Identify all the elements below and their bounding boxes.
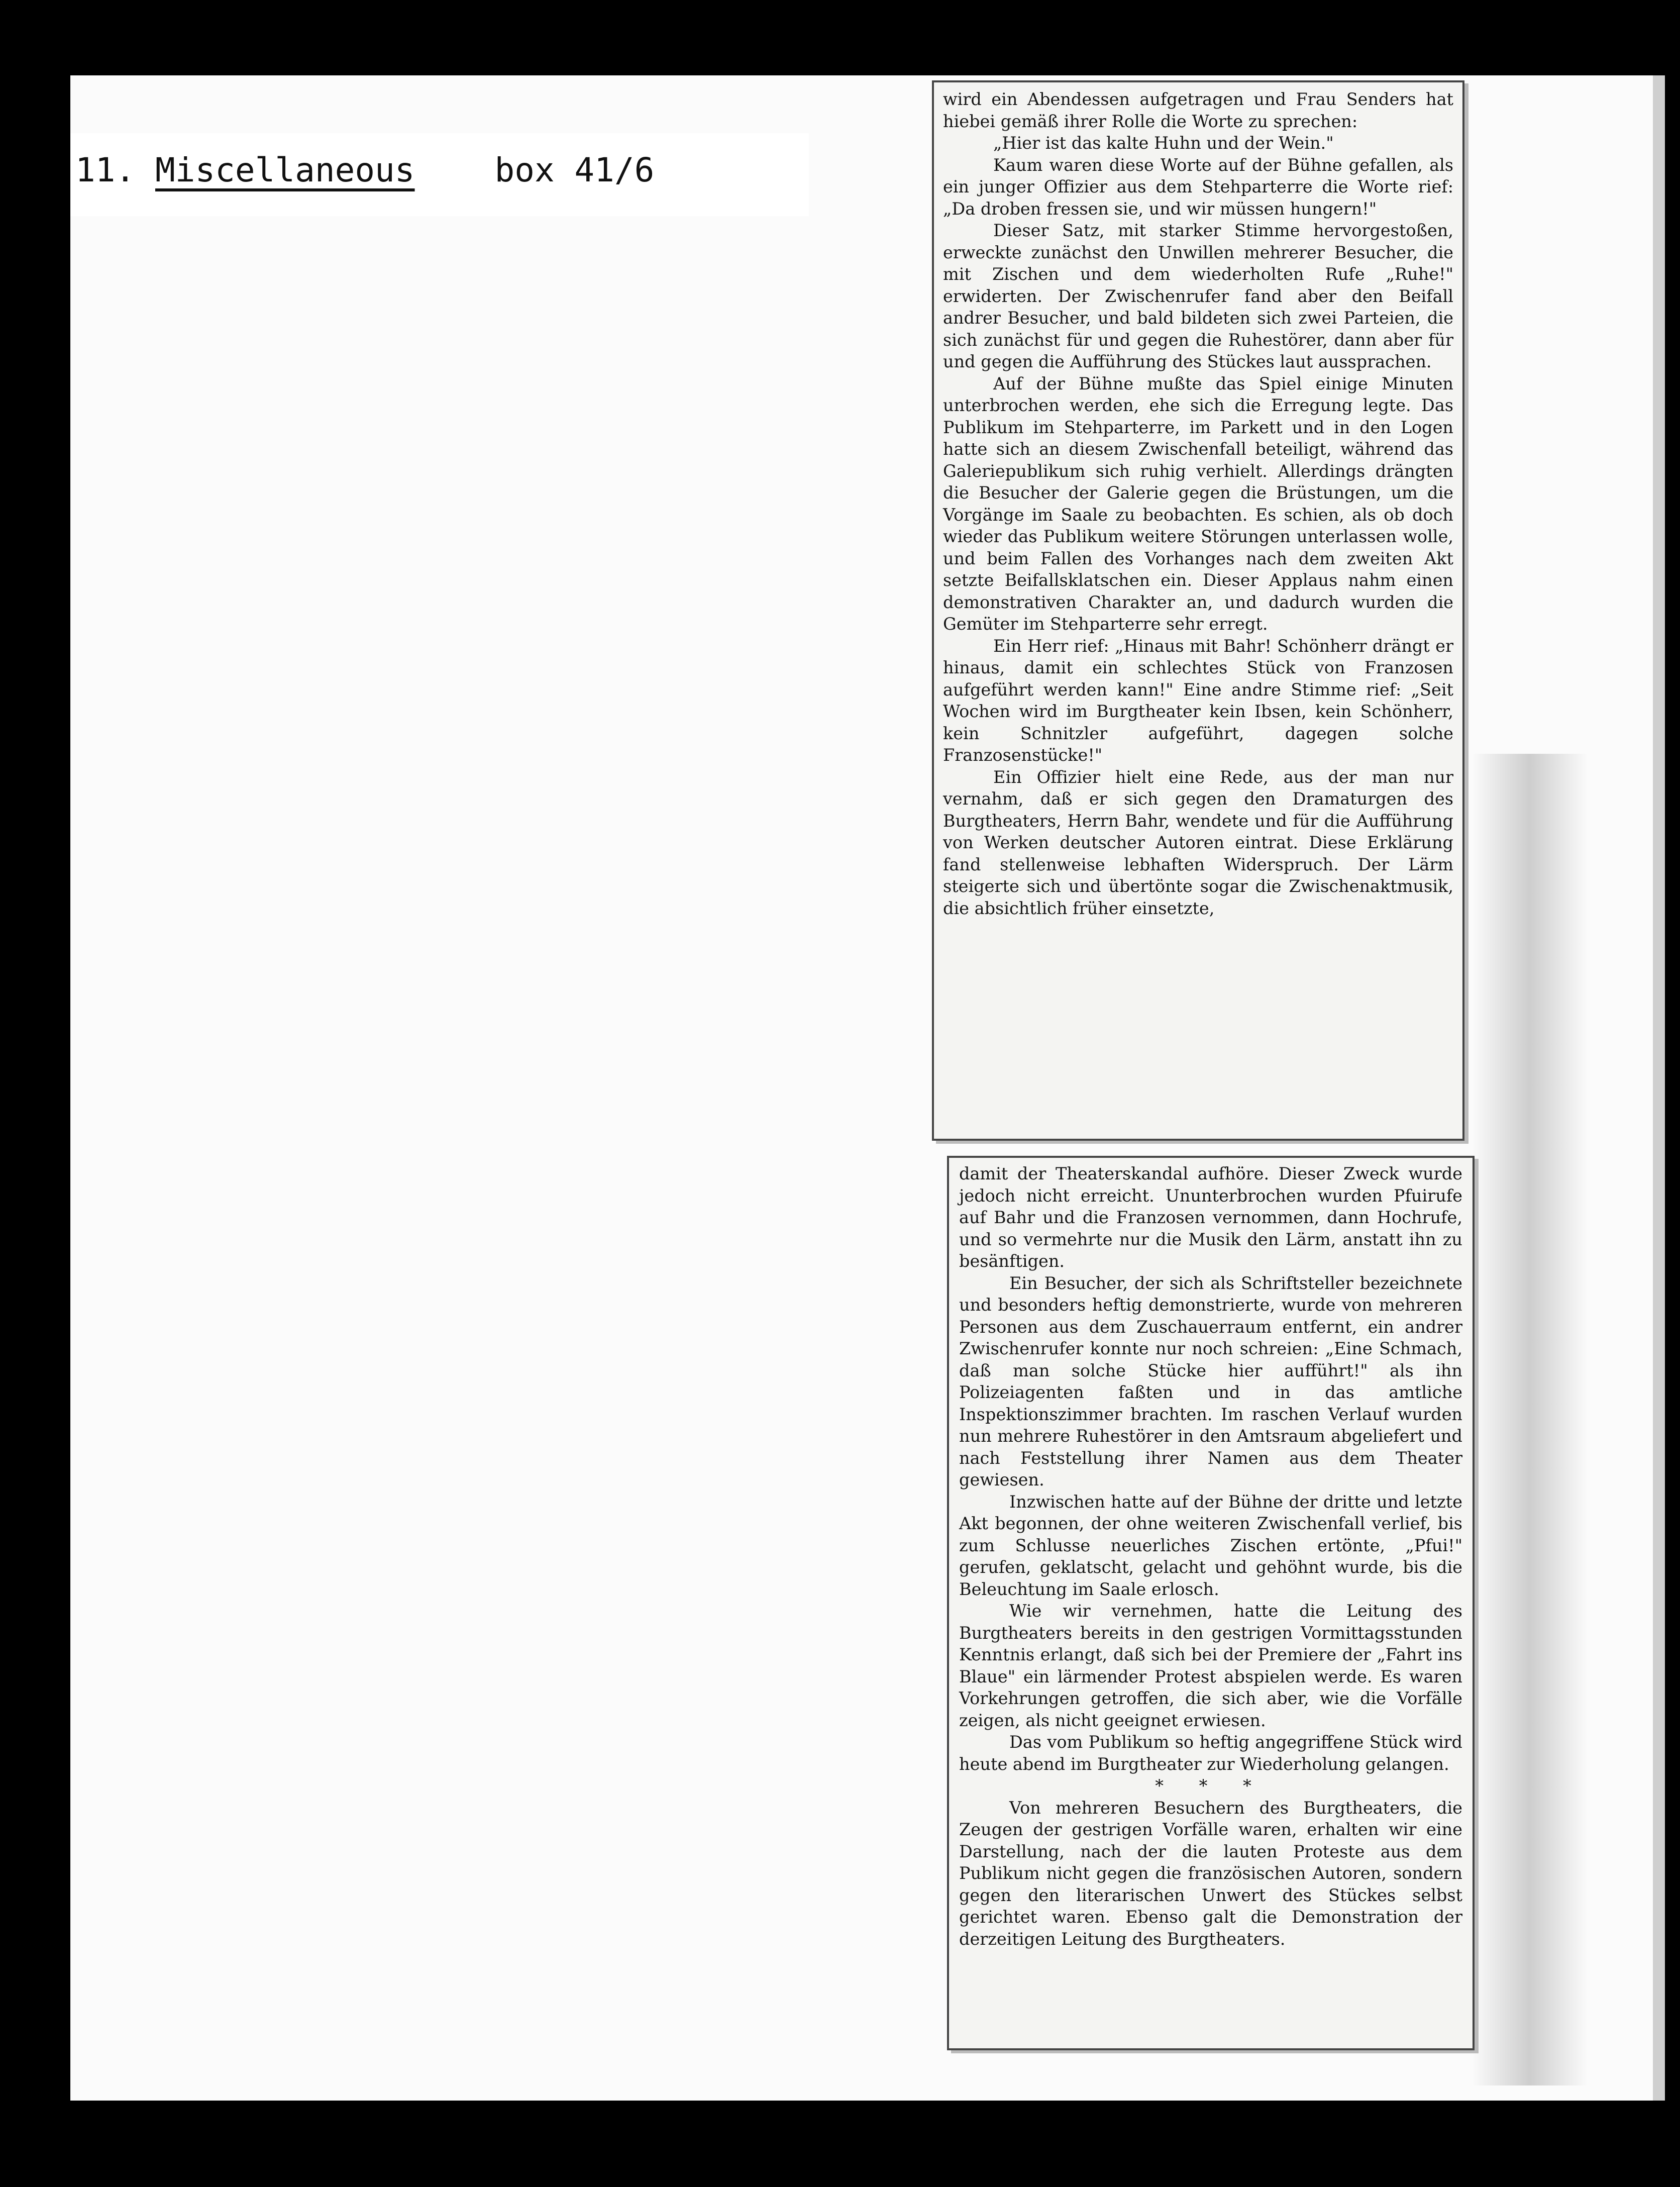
paragraph: wird ein Abendessen aufgetragen und Frau Senders hat hiebei gemäß ihrer Rolle die Worte zu sprechen: [943, 89, 1453, 131]
section-title: Miscellaneous [155, 151, 415, 189]
newspaper-clipping-lower [947, 1156, 1475, 2050]
paragraph: Ein Offizier hielt eine Rede, aus der man nur vernahm, daß er sich gegen den Dramaturgen des Burgtheaters, Herrn Bahr, wendete und für die Aufführung von Werken deutscher Autoren eintrat. Diese Erklärung fand stellenweise lebhaften Widerspruch. Der Lärm steigerte sich und übertönte sogar die Zwischenaktmusik, die absichtlich früher einsetzte, [943, 767, 1453, 918]
paragraph: Ein Besucher, der sich als Schriftsteller bezeichnete und besonders heftig demonstrierte, wurde von mehreren Personen aus dem Zuschauerraum entfernt, ein andrer Zwischenrufer konnte nur noch schreien: „Eine Schmach, daß man solche Stücke hier aufführt!" als ihn Polizeiagenten faßten und in das amtliche Inspektionszimmer brachten. Im raschen Verlauf wurden nun mehrere Ruhestörer in den Amtsraum abgeliefert und nach Feststellung ihrer Namen aus dem Theater gewiesen. [959, 1273, 1462, 1489]
newspaper-clipping-upper [932, 80, 1464, 1141]
paragraph: Das vom Publikum so heftig angegriffene Stück wird heute abend im Burgtheater zur Wiederholung gelangen. [959, 1732, 1462, 1774]
paragraph: Kaum waren diese Worte auf der Bühne gefallen, als ein junger Offizier aus dem Stehparterre die Worte rief: „Da droben fressen sie, und wir müssen hungern!" [943, 155, 1453, 219]
photocopy-shadow [1472, 754, 1588, 2085]
paragraph: damit der Theaterskandal aufhöre. Dieser Zweck wurde jedoch nicht erreicht. Ununterbrochen wurden Pfuirufe auf Bahr und die Franzosen vernommen, dann Hochrufe, und so vermehrte nur die Musik den Lärm, anstatt ihn zu besänftigen. [959, 1164, 1462, 1271]
archive-header [75, 151, 654, 189]
paragraph: Von mehreren Besuchern des Burgtheaters, die Zeugen der gestrigen Vorfälle waren, erhalten wir eine Darstellung, nach der die lauten Proteste aus dem Publikum nicht gegen die französischen Autoren, sondern gegen den literarischen Unwert des Stückes selbst gerichtet waren. Ebenso galt die Demonstration der derzeitigen Leitung des Burgtheaters. [959, 1798, 1462, 1949]
box-number: box 41/6 [494, 151, 655, 189]
paragraph: „Hier ist das kalte Huhn und der Wein." [993, 133, 1334, 153]
section-number: 11. [75, 151, 136, 189]
sheet-edge [1653, 75, 1665, 2101]
paragraph: Inzwischen hatte auf der Bühne der dritte und letzte Akt begonnen, der ohne weiteren Zwischenfall verlief, bis zum Schlusse neuerliches Zischen ertönte, „Pfui!" gerufen, geklatscht, gelacht und gehöhnt wurde, bis die Beleuchtung im Saale erlosch. [959, 1492, 1462, 1599]
paragraph: Wie wir vernehmen, hatte die Leitung des Burgtheaters bereits in den gestrigen Vormittagsstunden Kenntnis erlangt, daß sich bei der Premiere der „Fahrt ins Blaue" ein lärmender Protest abspielen werde. Es waren Vorkehrungen getroffen, die sich aber, wie die Vorfälle zeigen, als nicht geeignet erwiesen. [959, 1601, 1462, 1730]
paragraph: Auf der Bühne mußte das Spiel einige Minuten unterbrochen werden, ehe sich die Erregung legte. Das Publikum im Stehparterre, im Parkett und in den Logen hatte sich an diesem Zwischenfall beteiligt, während das Galeriepublikum sich ruhig verhielt. Allerdings drängten die Besucher der Galerie gegen die Brüstungen, um die Vorgänge im Saale zu beobachten. Es schien, als ob doch wieder das Publikum weitere Störungen unterlassen wolle, und beim Fallen des Vorhanges nach dem zweiten Akt setzte Beifallsklatschen ein. Dieser Applaus nahm einen demonstrativen Charakter an, und dadurch wurden die Gemüter im Stehparterre sehr erregt. [943, 373, 1453, 634]
paragraph: Ein Herr rief: „Hinaus mit Bahr! Schönherr drängt er hinaus, damit ein schlechtes Stück von Franzosen aufgeführt werden kann!" Eine andre Stimme rief: „Seit Wochen wird im Burgtheater kein Ibsen, kein Schönherr, kein Schnitzler aufgeführt, dagegen solche Franzosenstücke!" [943, 636, 1453, 765]
section-separator: * * * [1155, 1776, 1267, 1796]
paragraph: Dieser Satz, mit starker Stimme hervorgestoßen, erweckte zunächst den Unwillen mehrerer Besucher, die mit Zischen und dem wiederholten Rufe „Ruhe!" erwiderten. Der Zwischenrufer fand aber den Beifall andrer Besucher, und bald bildeten sich zwei Parteien, die sich zunächst für und gegen die Ruhestörer, dann aber für und gegen die Aufführung des Stückes laut aussprachen. [943, 221, 1453, 371]
